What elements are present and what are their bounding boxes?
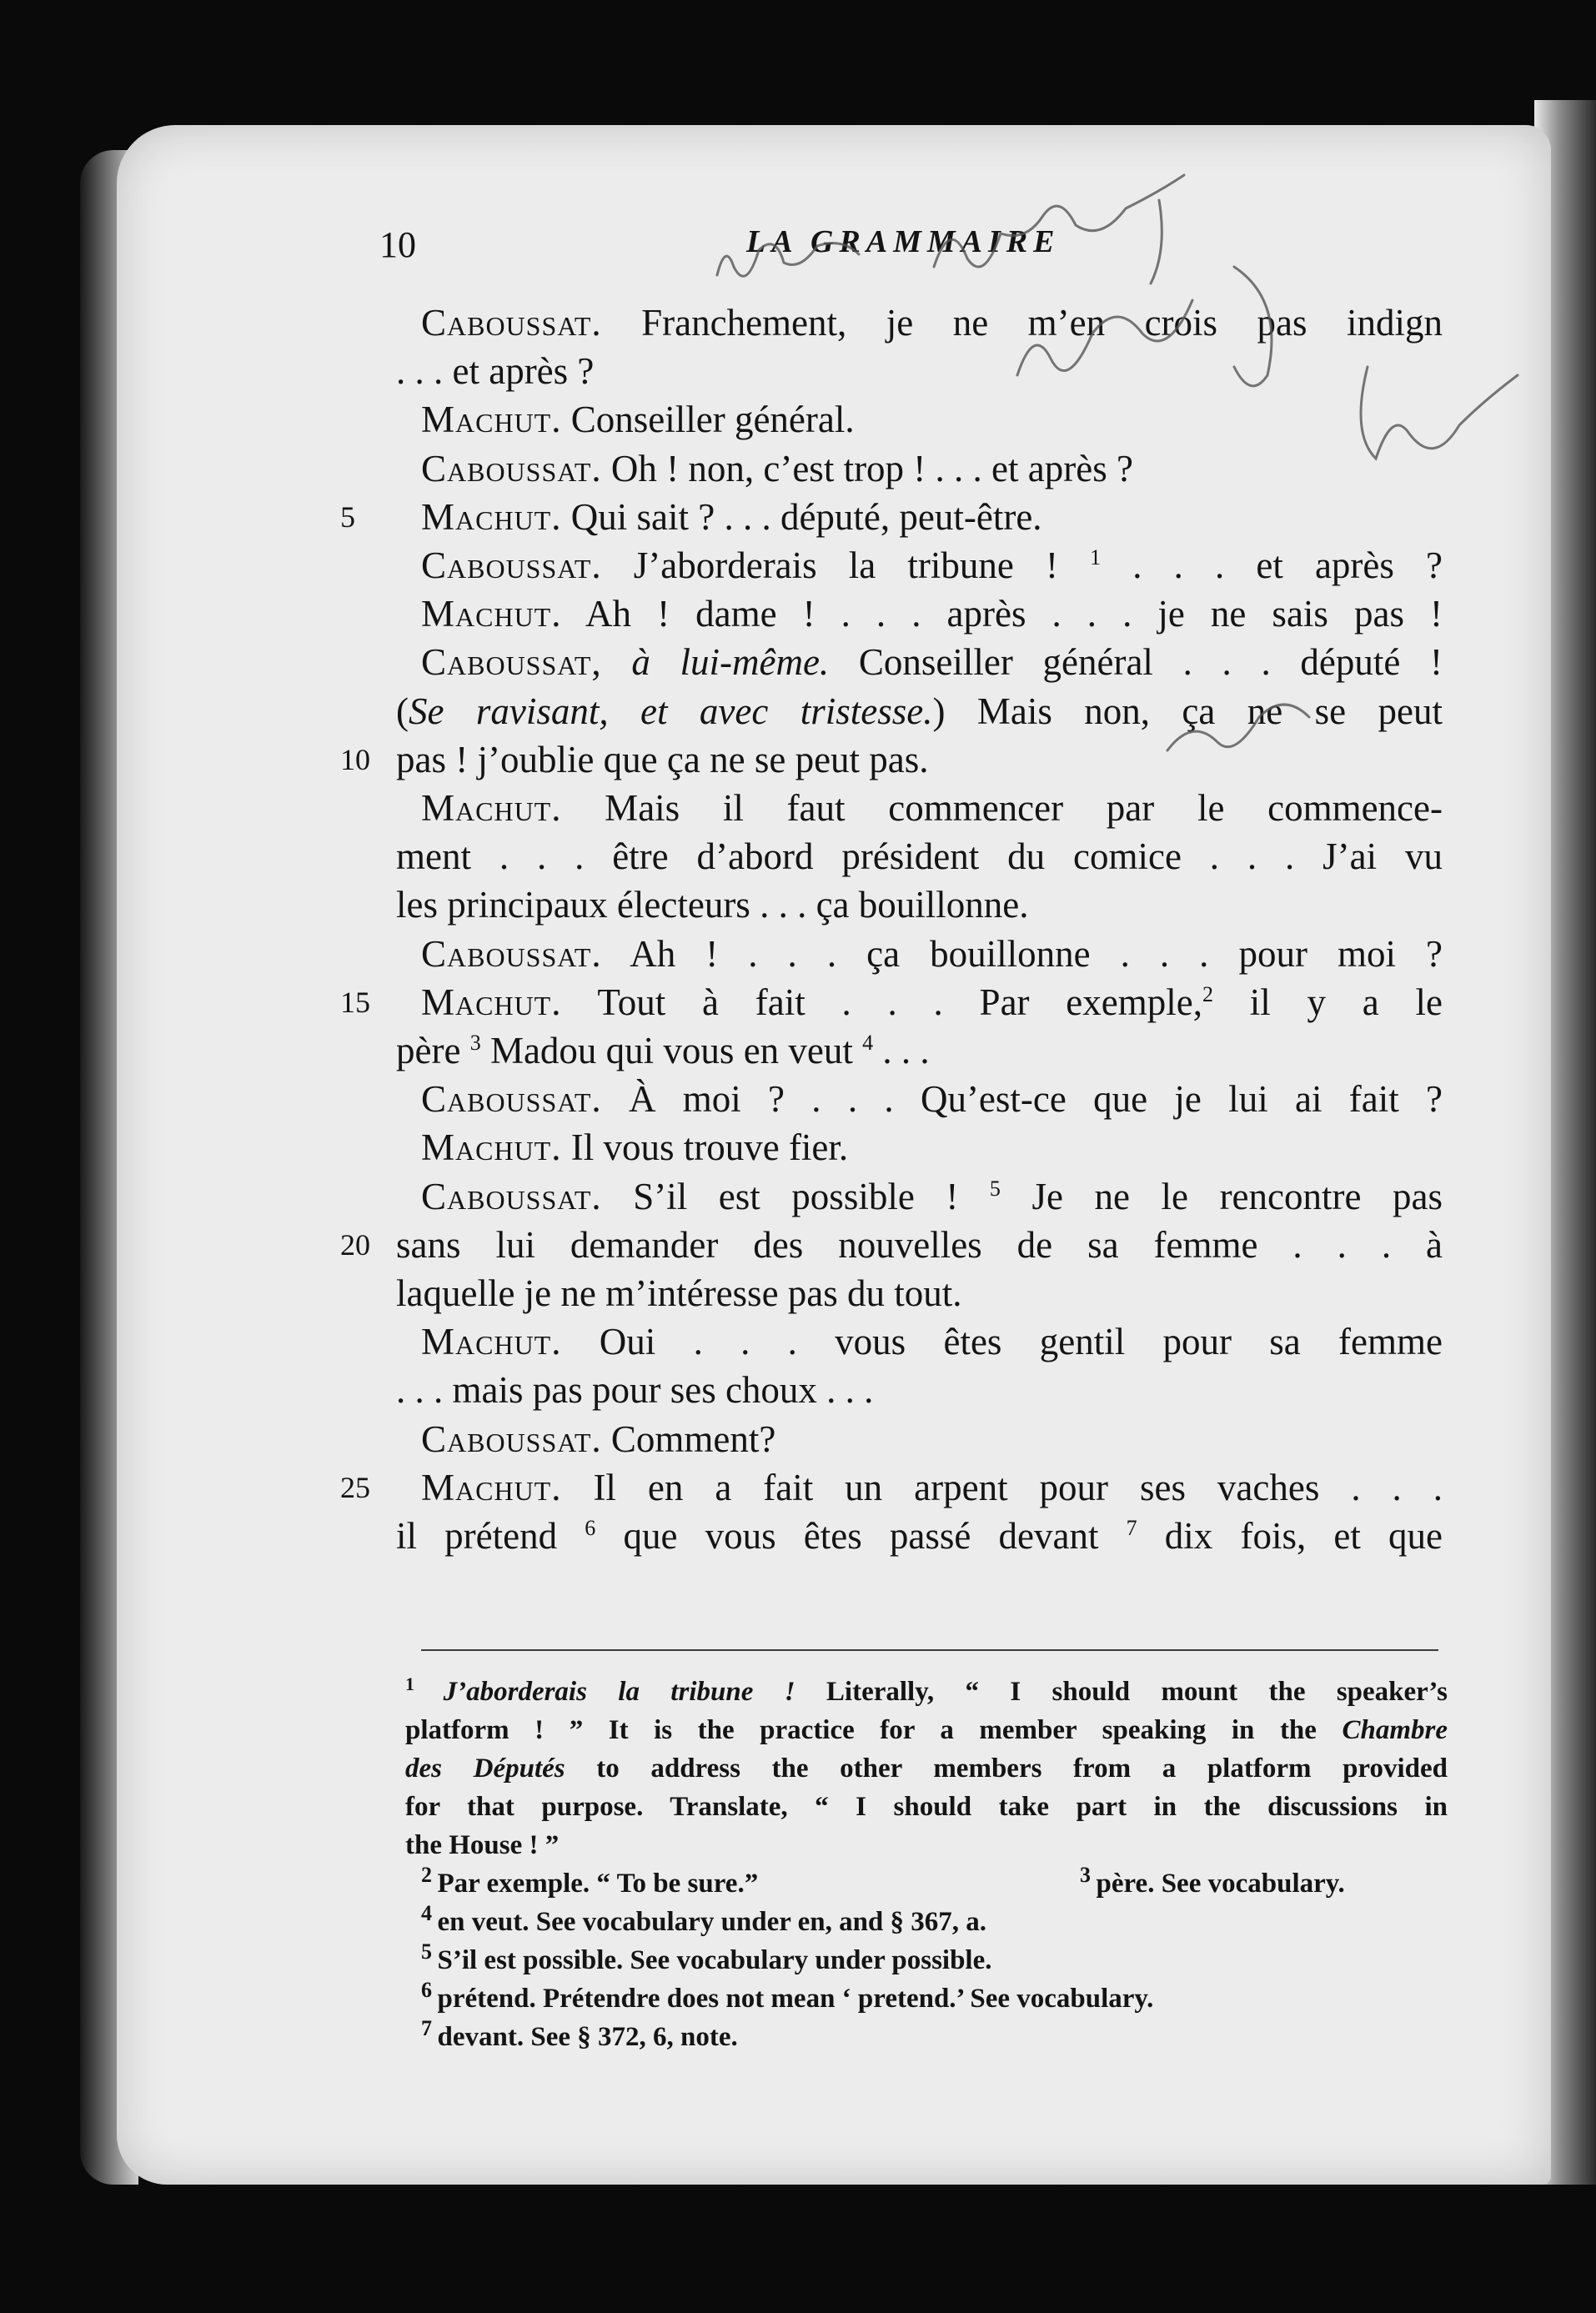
speaker-name: Machut. [421,787,562,829]
italic-text: possible. [891,1945,992,1975]
footnote-marker: 5 [989,1177,1001,1201]
text-line [421,1075,1443,1123]
footnote-marker: 3 [469,1031,481,1055]
text-run: À moi ? . . . Qu’est-ce que je lui ai fait ? [601,1078,1443,1120]
footnote-marker: 6 [421,1978,438,2002]
footnote-marker: 4 [862,1031,874,1055]
footnote-marker: 2 [1202,982,1213,1006]
footnote-line [405,1788,1448,1826]
text-line [421,1463,1443,1512]
footnote-line [405,1749,1448,1788]
text-run: que vous êtes passé devant [595,1515,1127,1557]
italic-text: Par exemple. [437,1869,590,1899]
handwritten-annotation [667,167,1551,784]
text-line [421,978,1443,1026]
speaker-name: Caboussat. [421,1418,602,1460]
footnote-7 [421,2018,1447,2056]
text-run: il prétend [396,1515,585,1557]
footnote-line [405,1826,1448,1864]
speaker-name: Caboussat. [421,1078,602,1120]
speaker-name: Caboussat. [421,448,602,489]
text-line [421,1317,1443,1366]
footnote-marker: 1 [405,1673,444,1694]
text-run: les principaux électeurs . . . ça bouillonne. [396,884,1029,926]
text-line [396,1366,1443,1414]
text-run: Ah ! . . . ça bouillonne . . . pour moi ? [601,933,1443,975]
text-run: Comment? [601,1418,776,1460]
italic-text: Se ravisant, et avec tristesse. [409,690,933,732]
line-number: 5 [340,500,355,534]
text-run: and § 367, [831,1907,966,1937]
speaker-name: Caboussat. [421,933,602,975]
line-number: 20 [340,1228,370,1262]
text-line [396,881,1443,929]
italic-text: Chambre [1342,1715,1448,1745]
text-run: il y a le [1212,981,1443,1023]
text-run: Il en a fait un arpent pour ses vaches . . . [561,1467,1443,1508]
text-run: Oui . . . vous êtes gentil pour sa femme [561,1321,1443,1362]
footnote-line [421,1864,1447,1903]
text-run: platform ! ” It is the practice for a member speaking in the [405,1715,1343,1745]
text-line [421,784,1443,832]
text-run: ment . . . être d’abord président du comice . . . J’ai vu [396,835,1443,877]
footnote-marker: 1 [1090,545,1102,569]
text-run: the House ! ” [405,1830,560,1860]
running-title: LA GRAMMAIRE [746,224,1061,259]
text-run: . . . [873,1030,930,1071]
text-run: ) Mais non, ça ne se peut [932,690,1443,732]
speaker-name: Machut. [421,1321,562,1362]
speaker-name: Caboussat. [421,1176,602,1217]
speaker-name: Caboussat, [421,641,602,683]
text-run [536,1984,543,2014]
text-run: dix fois, et que [1137,1515,1443,1557]
italic-text: à lui-même. [601,641,830,683]
text-run: . . . mais pas pour ses choux . . . [396,1369,874,1411]
text-run: does not mean ‘ pretend.’ See vocabulary. [660,1984,1154,2014]
footnote-marker: 7 [421,2016,438,2040]
italic-text: en veut. [437,1907,529,1937]
text-run: Il vous trouve fier. [561,1126,849,1168]
text-run: . . . et après ? [1101,544,1443,586]
text-run: Tout à fait . . . Par exemple, [561,981,1202,1023]
italic-text: a. [966,1907,987,1937]
text-run: J’aborderais la tribune ! [601,544,1091,586]
text-run: pas ! j’oublie que ça ne se peut pas. [396,739,929,780]
speaker-name: Machut. [421,1126,562,1168]
footnote-marker: 6 [585,1516,596,1540]
page-number: 10 [379,224,416,265]
footnote-line [405,1673,1448,1711]
footnote-3 [1080,1864,1345,1903]
text-run: sans lui demander des nouvelles de sa femme . . . à [396,1224,1443,1266]
text-run: Conseiller général . . . député ! [829,641,1443,683]
text-run: See § 372, 6, [524,2022,680,2052]
italic-text: prétend. [437,1984,536,2014]
text-run: See vocabulary under [529,1907,798,1937]
italic-text: J’aborderais la tribune ! [443,1677,795,1707]
speaker-name: Caboussat. [421,302,602,344]
italic-text: père. [1096,1869,1155,1899]
text-run: for that purpose. Translate, “ I should take part in the discussions in [405,1792,1448,1822]
footnote-4 [421,1903,1447,1941]
text-run: See vocabulary. [1154,1869,1345,1899]
text-run: Je ne le rencontre pas [1000,1176,1443,1217]
speaker-name: Machut. [421,399,562,440]
line-number: 10 [340,743,370,776]
footnote-marker: 5 [421,1939,438,1964]
text-run: père [396,1030,470,1071]
footnote-marker: 3 [1080,1863,1097,1887]
footnote-6 [421,1979,1447,2018]
text-line [396,1026,1443,1075]
text-run: . . . et après ? [396,350,595,392]
footnote-marker: 4 [421,1901,438,1925]
footnote-2 [421,1863,759,1899]
text-run: Ah ! dame ! . . . après . . . je ne sais pas ! [561,593,1443,635]
italic-text: note. [680,2022,738,2052]
text-run: laquelle je ne m’intéresse pas du tout. [396,1272,962,1314]
text-line [396,1512,1443,1560]
text-line [421,1415,1443,1463]
text-run: ( [396,690,409,732]
text-run: S’il est possible ! [601,1176,990,1217]
text-line [396,1269,1443,1317]
italic-text: devant. [437,2022,524,2052]
speaker-name: Caboussat. [421,544,602,586]
footnote-rule [421,1649,1438,1651]
text-run: Conseiller général. [561,399,855,440]
text-line [421,1123,1443,1172]
italic-text: Prétendre [543,1984,660,2014]
speaker-name: Machut. [421,593,562,635]
speaker-name: Machut. [421,981,562,1023]
italic-text: S’il est possible. [437,1945,624,1975]
line-number: 25 [340,1471,370,1504]
text-run: to address the other members from a platform provided [565,1754,1448,1784]
text-run: Mais il faut commencer par le commence- [561,787,1443,829]
speaker-name: Machut. [421,1467,562,1508]
text-line [396,832,1443,881]
footnote-line [405,1711,1448,1749]
text-run: Literally, “ I should mount the speaker’s [795,1677,1448,1707]
speaker-name: Machut. [421,496,562,538]
text-run: “ To be sure.” [590,1869,759,1899]
text-line [421,1172,1443,1221]
text-run: See vocabulary under [623,1945,892,1975]
text-line [396,1221,1443,1269]
text-run: Oh ! non, c’est trop ! . . . et après ? [601,448,1133,489]
text-run: Qui sait ? . . . député, peut-être. [561,496,1042,538]
line-number: 15 [340,986,370,1019]
footnote-5 [421,1941,1447,1979]
italic-text: des Députés [405,1754,565,1784]
text-line [421,930,1443,978]
text-run: Madou qui vous en veut [480,1030,863,1071]
text-run: Franchement, je ne m’en crois pas indign [601,302,1443,344]
footnote-marker: 2 [421,1863,438,1887]
footnote-marker: 7 [1126,1516,1137,1540]
italic-text: en, [797,1907,832,1937]
